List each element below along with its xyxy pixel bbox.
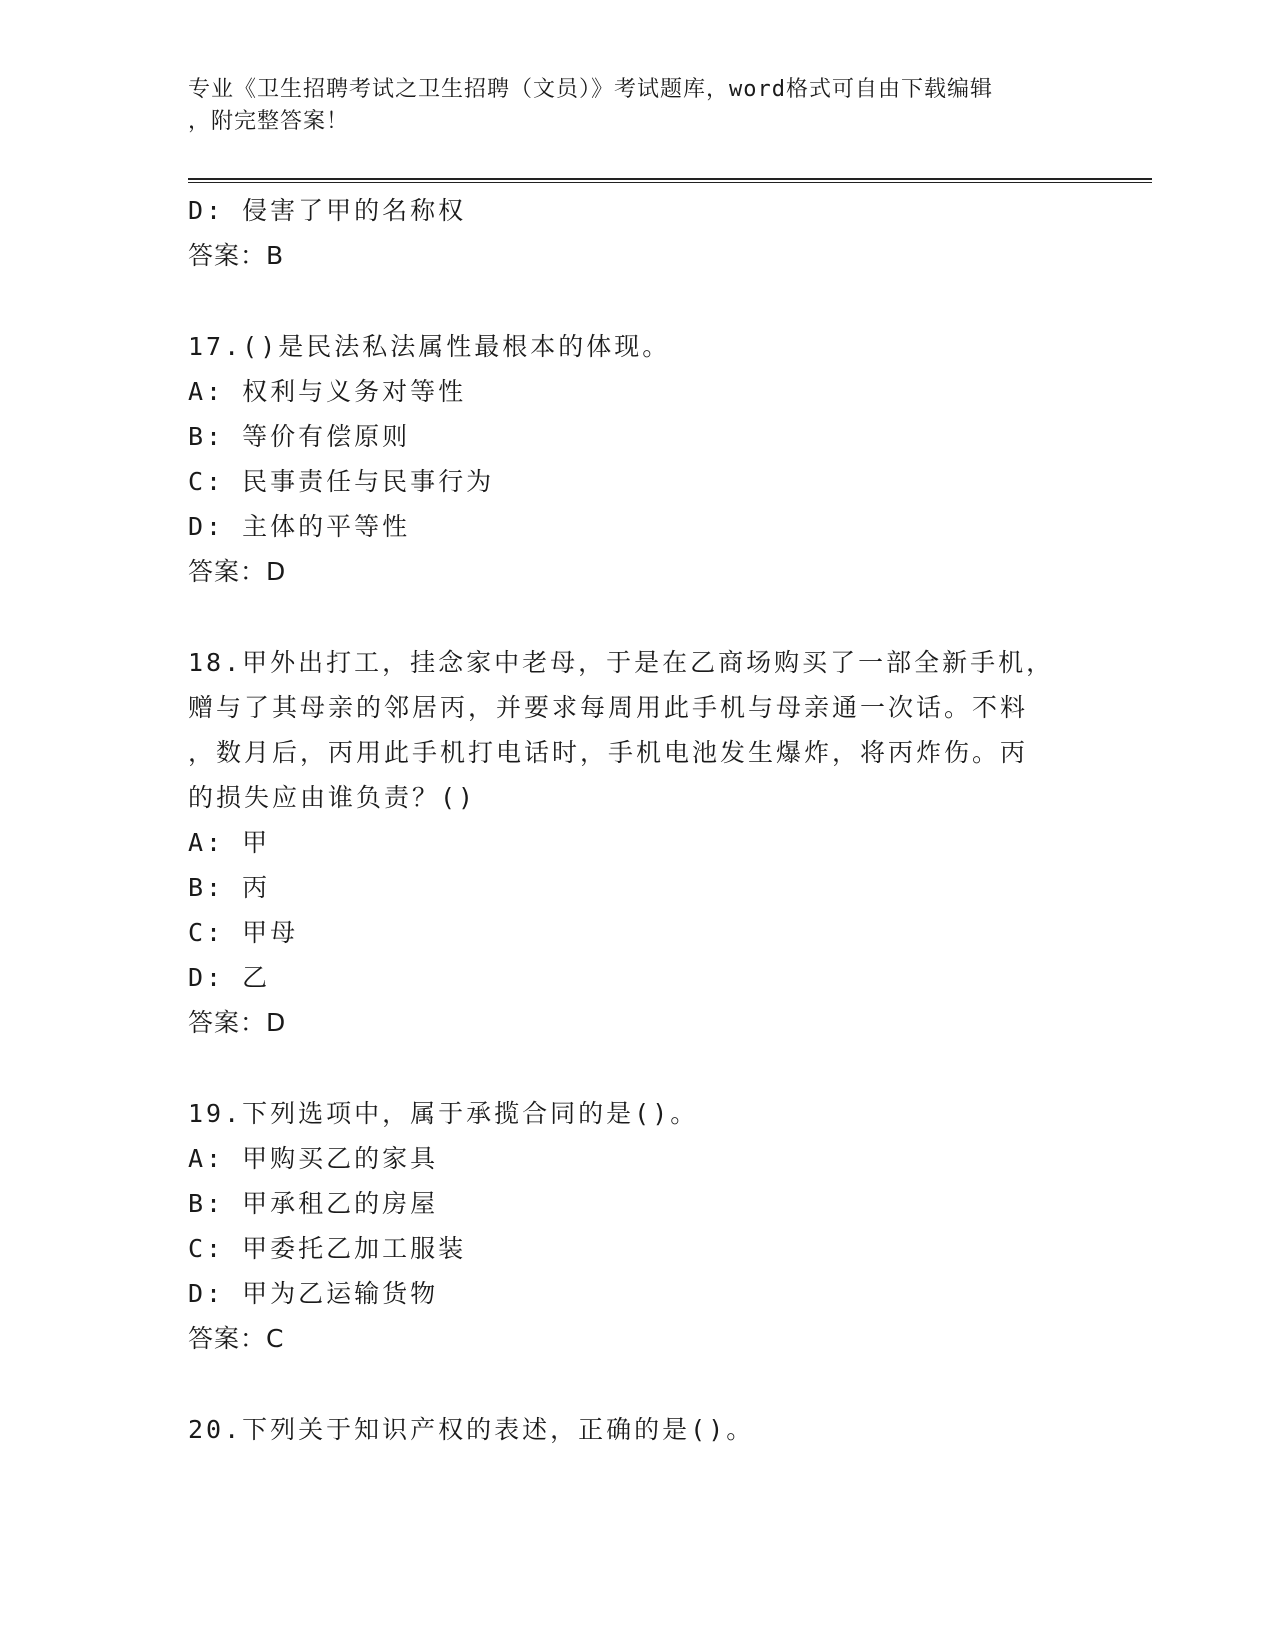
question-stem-line: 赠与了其母亲的邻居丙，并要求每周用此手机与母亲通一次话。不料	[188, 693, 1029, 722]
question-stem: 17.()是民法私法属性最根本的体现。	[188, 332, 671, 361]
question-stem-line: 18.甲外出打工，挂念家中老母，于是在乙商场购买了一部全新手机，	[188, 648, 1055, 677]
option-d: D: 甲为乙运输货物	[188, 1279, 439, 1308]
option-c: C: 甲委托乙加工服装	[188, 1234, 467, 1263]
spacer	[188, 594, 1088, 640]
question-20	[188, 1407, 1088, 1452]
question-stem: 19.下列选项中，属于承揽合同的是()。	[188, 1099, 699, 1128]
option-d: D: 乙	[188, 963, 271, 992]
answer-label: 答案：D	[188, 557, 287, 586]
answer-label: 答案：D	[188, 1008, 287, 1037]
question-16-remainder	[188, 188, 1088, 278]
question-stem-line: 的损失应由谁负责？()	[188, 783, 477, 812]
answer-label: 答案：C	[188, 1324, 285, 1353]
question-stem-line: ，数月后，丙用此手机打电话时，手机电池发生爆炸，将丙炸伤。丙	[188, 738, 1029, 767]
option-a: A: 权利与义务对等性	[188, 377, 467, 406]
header-line-1: 专业《卫生招聘考试之卫生招聘（文员）》考试题库，word格式可自由下载编辑	[188, 77, 993, 102]
option-d: D: 侵害了甲的名称权	[188, 196, 467, 225]
answer-label: 答案：B	[188, 241, 285, 270]
option-b: B: 甲承租乙的房屋	[188, 1189, 439, 1218]
spacer	[188, 1045, 1088, 1091]
spacer	[188, 1361, 1088, 1407]
option-a: A: 甲购买乙的家具	[188, 1144, 439, 1173]
spacer	[188, 278, 1088, 324]
question-18	[188, 640, 1088, 1045]
header-divider	[188, 178, 1152, 183]
option-c: C: 甲母	[188, 918, 299, 947]
document-header	[188, 74, 1088, 138]
option-d: D: 主体的平等性	[188, 512, 411, 541]
header-line-2: ，附完整答案！	[188, 109, 350, 134]
question-list	[188, 188, 1088, 1452]
option-b: B: 丙	[188, 873, 271, 902]
question-17	[188, 324, 1088, 594]
option-b: B: 等价有偿原则	[188, 422, 411, 451]
option-c: C: 民事责任与民事行为	[188, 467, 495, 496]
question-stem: 20.下列关于知识产权的表述，正确的是()。	[188, 1415, 755, 1444]
option-a: A: 甲	[188, 828, 271, 857]
question-19	[188, 1091, 1088, 1361]
